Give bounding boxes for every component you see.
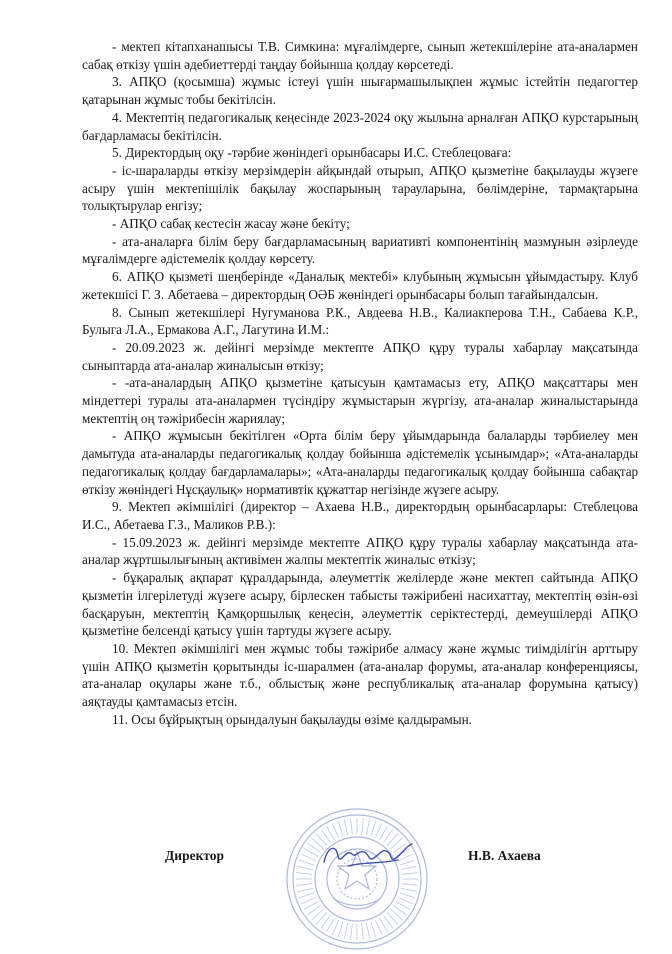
paragraph: - ата-аналарға білім беру бағдарламасының вариативті компонентінің мазмұнын әзірлеуде мұғалімдерге әдістемелік қолдау көрсету.	[82, 233, 638, 267]
seal-text-mark	[327, 918, 335, 932]
seal-text-mark	[371, 922, 376, 937]
paragraph: - -ата-аналардың АПҚО қызметіне қатысуын қамтамасыз ету, АПҚО мақсаттары мен міндеттері туралы ата-аналармен түсіндіру жұмыстарын жүргізу, ата-аналар жиналыстарында мектептің оң тәжірибесін жариялау;	[82, 375, 638, 426]
signature-block	[0, 838, 672, 938]
seal-text-mark	[375, 920, 382, 935]
paragraph: 3. АПҚО (қосымша) жұмыс істеуі үшін шығармашылықпен жұмыс істейтін педагогтер қатарынан жұмыс тобы бекітілсін.	[82, 74, 638, 108]
seal-text-mark	[344, 819, 347, 835]
paragraph: - АПҚО сабақ кестесін жасау және бекіту;	[112, 216, 350, 232]
signature-name: Н.В. Ахаева	[468, 848, 541, 863]
paragraph: - АПҚО жұмысын бекітілген «Орта білім беру ұйымдарында балаларды тәрбиелеу мен дамытуда ата-аналарды педагогикалық қолдау бойынша әдістемелік ұсынымдар»; «Ата-аналарды педагогикалық қолдау бағдарламалары»; «Ата-аналарды педагогикалық қолдау бойынша сабақтар өткізу жөніндегі Нұсқаулық» нормативтік құжаттар негізінде жүзеге асыру.	[82, 428, 638, 497]
seal-text-mark	[338, 821, 343, 836]
seal-text-mark	[351, 818, 353, 834]
signature-title: Директор	[165, 848, 225, 863]
seal-text-mark	[296, 884, 312, 886]
seal-text-mark	[338, 922, 343, 937]
paragraph: - 15.09.2023 ж. дейінгі мерзімде мектепте АПҚО құру туралы хабарлау мақсатында ата-аналар жұртшылығының активімен жалпы мектептік жиналыс өткізу;	[82, 534, 638, 568]
seal-text-mark	[344, 923, 347, 939]
paragraph: - 20.09.2023 ж. дейінгі мерзімде мектепте АПҚО құру туралы хабарлау мақсатында сыныптарда ата-аналар жиналысын өткізу;	[82, 339, 638, 373]
paragraph: 10. Мектеп әкімшілігі мен жұмыс тобы тәжірибе алмасу және жұмыс тиімділігін арттыру үшін АПҚО қызметін қорытынды іс-шаралмен (ата-аналар форумы, ата-аналар конференциясы, ата-аналар оқулары және т.б., облыстық және республикалық ата-аналар форумына қатысу) аяқтауды қамтамасыз етсін.	[82, 640, 638, 710]
paragraph: - бұқаралық ақпарат құралдарында, әлеуметтік желілерде және мектеп сайтында АПҚО қызметін ілгерілетуді жүзеге асыру, бірлескен табысты тәжірибені насихаттау, мектептің өзін-өзі басқаруын, мектептің Қамқоршылық кеңесін, әлеуметтік серіктестерді, демеушілерді АПҚО қызметіне белсенді қатысу үшін тартуды жүзеге асыру.	[82, 570, 638, 639]
seal-text-mark	[299, 860, 314, 865]
seal-text-mark	[304, 849, 318, 857]
seal-text-mark	[301, 854, 316, 861]
seal-text-mark	[362, 924, 364, 940]
seal-text-mark	[396, 902, 410, 910]
paragraph: 8. Сынып жетекшілері Нугуманова Р.К., Авдеева Н.В., Калиакперова Т.Н., Сабаева К.Р., Булыга Л.А., Ермакова А.Г., Лагутина И.М.:	[82, 304, 638, 338]
paragraph: - мектеп кітапханашысы Т.В. Симкина: мұғалімдерге, сынып жетекшілеріне ата-аналармен сабақ өткізу үшін әдебиеттерді таңдау бойынша қолдау көрсетеді.	[82, 39, 638, 72]
paragraph: 4. Мектептің педагогикалық кеңесінде 2023-2024 оқу жылына арналған АПҚО курстарының бағдарламасы бекітілсін.	[82, 109, 638, 143]
paragraph: 6. АПҚО қызметі шеңберінде «Даналық мектебі» клубының жұмысын ұйымдастыру. Клуб жетекшісі Г. З. Абетаева – директордың ОӘБ жөніндегі орынбасары болып тағайындалсын.	[82, 269, 638, 302]
seal-text-mark	[304, 902, 318, 910]
seal-text-mark	[297, 888, 313, 891]
seal-text-mark	[299, 893, 314, 898]
seal-text-mark	[366, 819, 369, 835]
seal-text-mark	[380, 918, 388, 932]
paragraph: - іс-шараларды өткізу мерзімдерін айқындай отырып, АПҚО қызметіне бақылауды жүзеге асыру үшін мектепішілік бақылау жоспарының тарауларына, бөлімдеріне, тармақтарына толықтырулар енгізу;	[82, 162, 638, 214]
seal-text-mark	[366, 923, 369, 939]
seal-text-mark	[296, 873, 312, 875]
seal-text-mark	[402, 884, 418, 886]
seal-text-mark	[332, 920, 339, 935]
seal-text-mark	[400, 893, 415, 898]
paragraph: 11. Осы бұйрықтың орындалуын бақылауды өзіме қалдырамын.	[112, 711, 472, 727]
paragraph: 9. Мектеп әкімшілігі (директор – Ахаева Н.В., директордың орынбасарлары: Стеблецова И.С., Абетаева Г.З., Маликов Р.В.):	[82, 499, 638, 532]
seal-text-mark	[398, 897, 413, 904]
seal-text-mark	[362, 818, 364, 834]
handwritten-signature-icon	[318, 836, 418, 876]
document-body	[82, 38, 638, 728]
seal-text-mark	[401, 888, 417, 891]
seal-text-mark	[297, 866, 313, 869]
official-seal-icon	[282, 804, 432, 954]
seal-text-mark	[351, 924, 353, 940]
seal-text-mark	[301, 897, 316, 904]
paragraph: 5. Директордың оқу -тәрбие жөніндегі орынбасары И.С. Стеблецоваға:	[112, 145, 512, 161]
seal-text-mark	[371, 821, 376, 836]
